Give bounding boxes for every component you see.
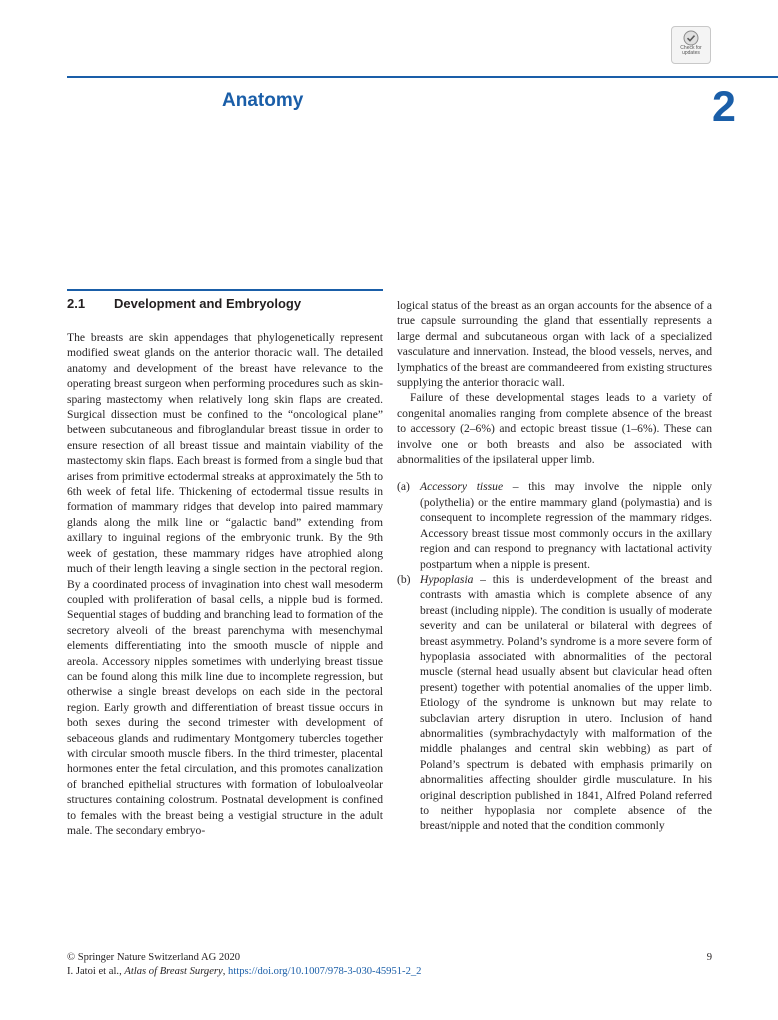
list-item-label: (a) xyxy=(397,480,410,494)
list-item-term: Accessory tissue xyxy=(420,480,504,494)
badge-line2: updates xyxy=(682,50,700,56)
right-column xyxy=(397,298,712,834)
section-title: Development and Embryology xyxy=(114,296,302,311)
left-column xyxy=(67,330,383,838)
citation-book: Atlas of Breast Surgery xyxy=(124,966,223,977)
list-item-text: – this is underdevelopment of the breast and contrasts with amastia which is complete absence of any breast (including nipple). The condition is usually of moderate severity and can be unilateral or bilateral with degrees of breast asymmetry. Poland’s syndrome is a more severe form of hypoplasia associated with abnormalities of the pectoral muscle (sternal head usually absent but clavicular head often present) together with potential anomalies of the upper limb. Etiology of the syndrome is unknown but may relate to subclavian artery disruption in utero. Inclusion of hand abnormalities (symbrachydactyly with malformation of the middle phalanges and central skin webbing) as part of Poland’s spectrum is debated with emphasis primarily on abnormalities affecting shoulder girdle musculature. In his original description published in 1841, Alfred Poland referred to neither hypoplasia nor complete absence of the breast/nipple and noted that the condition commonly xyxy=(420,572,712,833)
check-for-updates-badge[interactable] xyxy=(671,26,711,64)
list-item xyxy=(397,572,712,834)
page-footer xyxy=(67,951,712,979)
citation-authors: I. Jatoi et al., xyxy=(67,966,125,977)
section-heading xyxy=(67,296,383,311)
anomaly-list xyxy=(397,479,712,833)
doi-link[interactable]: https://doi.org/10.1007/978-3-030-45951-2_2 xyxy=(228,966,422,977)
body-paragraph: Failure of these developmental stages leads to a variety of congenital anomalies ranging from complete absence of the breast to accessory (2–6%) and ectopic breast tissue (1–6%). These can involve one or both breasts and also be associated with abnormalities of the ipsilateral upper limb. xyxy=(397,391,712,467)
chapter-number: 2 xyxy=(712,83,736,131)
header-rule xyxy=(67,76,778,78)
body-paragraph: The breasts are skin appendages that phylogenetically represent modified sweat glands on the anterior thoracic wall. The detailed anatomy and development of the breast have relevance to the operating breast surgeon when performing procedures such as skin-sparing mastectomy when relatively long skin flaps are created. Surgical dissection must be confined to the “oncological plane” between subcutaneous and fibroglandular breast tissue in order to ensure resection of all breast tissue and maintain viability of the mastectomy skin flaps. Each breast is formed from a single bud that arises from primitive ectodermal streaks at approximately the 5th to 6th week of fetal life. Thickening of ectodermal tissue results in formation of mammary ridges that develop into paired mammary glands along the milk line or “galactic band” extending from axillary to inguinal regions of the embryonic trunk. By the 9th week of gestation, these mammary ridges have atrophied along much of their length leaving a single section in the pectoral region. By a coordinated process of invagination into chest wall mesoderm coupled with proliferation of basal cells, a nipple bud is formed. Sequential stages of budding and branching lead to formation of the secretory alveoli of the breast parenchyma with mesenchymal elements differentiating into the smooth muscle of nipple and areola. Accessory nipples sometimes with underlying breast tissue can be found along this milk line due to incomplete regression, but otherwise a single breast develops on each side in the pectoral region. Early growth and differentiation of breast tissue occurs in both sexes during the second trimester with development of sebaceous glands and rudimentary Montgomery tubercles together with circular smooth muscle fibers. In the third trimester, placental hormones enter the fetal circulation, and this promotes canalization of branched epithelial structures with formation of lobuloalveolar structures containing colostrum. Postnatal development is confined to females with the breast being a vestigial structure in the adult male. The secondary embryo- xyxy=(67,331,383,837)
section-rule xyxy=(67,289,383,291)
chapter-title: Anatomy xyxy=(222,90,304,111)
list-item xyxy=(397,479,712,571)
citation-line xyxy=(67,965,712,979)
list-item-term: Hypoplasia xyxy=(420,572,474,586)
check-for-updates-icon xyxy=(683,30,699,46)
list-item-text: – this may involve the nipple only (polythelia) or the entire mammary gland (polymastia) and is consequent to incomplete regression of the mammary ridges. Accessory breast tissue most commonly occurs in the axillary region and can respond to pregnancy with lactational activity postpartum when a nipple is present. xyxy=(420,480,713,571)
page-number: 9 xyxy=(706,952,712,963)
list-item-label: (b) xyxy=(397,572,411,586)
citation-sep: , xyxy=(222,966,229,977)
copyright-line: © Springer Nature Switzerland AG 2020 xyxy=(67,952,241,963)
badge-line1: Check for xyxy=(680,45,702,51)
section-number: 2.1 xyxy=(67,296,86,311)
body-paragraph: logical status of the breast as an organ accounts for the absence of a true capsule surrounding the gland that essentially represents a large dermal and subcutaneous organ with lack of a specialized vasculature and innervation. Instead, the blood vessels, nerves, and lymphatics of the breast are commandeered from existing structures supplying the anterior thoracic wall. xyxy=(397,299,712,390)
